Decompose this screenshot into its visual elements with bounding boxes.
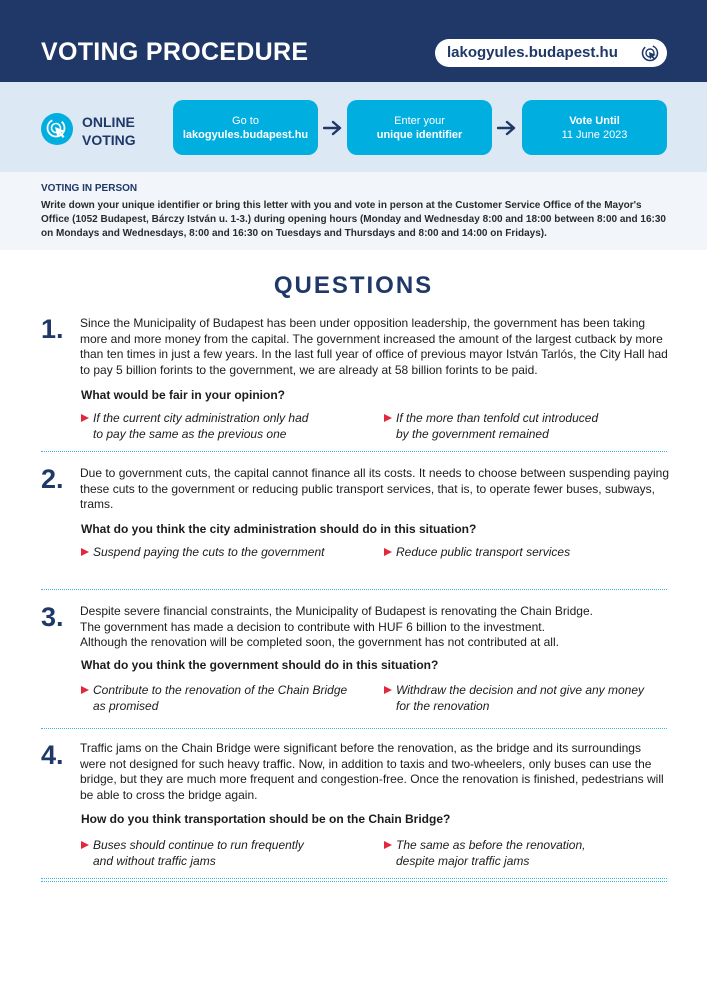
arrow-right-icon: [323, 120, 343, 136]
in-person-title: VOTING IN PERSON: [41, 183, 138, 194]
question-number: 3.: [41, 602, 64, 632]
website-badge[interactable]: [435, 39, 667, 67]
question-text: Due to government cuts, the capital cannot finance all its costs. It needs to choose between suspending paying these cuts to the government or reducing public transport services, that is, to operate fewer buses, subways, trams.: [80, 466, 670, 511]
answer-option-a[interactable]: [81, 544, 325, 560]
step-line1: Enter your: [394, 114, 445, 127]
answer-option-label: If the current city administration only had to pay the same as the previous one: [93, 411, 309, 441]
answer-option-label: Buses should continue to run frequently and without traffic jams: [93, 838, 304, 868]
answer-option-a[interactable]: [81, 410, 308, 442]
answer-option-label: The same as before the renovation, despite major traffic jams: [396, 838, 586, 868]
question-prompt: How do you think transportation should be on the Chain Bridge?: [81, 812, 451, 826]
answer-option-b[interactable]: [384, 410, 598, 442]
red-triangle-icon: [384, 548, 392, 556]
answer-option-label: If the more than tenfold cut introduced by the government remained: [396, 411, 599, 441]
red-triangle-icon: [384, 841, 392, 849]
divider: [41, 878, 667, 882]
step-line2: 11 June 2023: [561, 128, 628, 141]
step-line1: Vote Until: [569, 114, 620, 127]
answer-option-label: Contribute to the renovation of the Chain Bridge as promised: [93, 683, 348, 713]
header-bar: [0, 0, 707, 82]
divider: [41, 728, 667, 729]
question-number: 1.: [41, 314, 64, 344]
answer-option-label: Withdraw the decision and not give any money for the renovation: [396, 683, 645, 713]
question-text: Traffic jams on the Chain Bridge were significant before the renovation, as the bridge and its surroundings were not designed for such heavy traffic. Now, in addition to taxis and two-wheelers, only buses can use the bridge, but they are much more frequent and congestion-free. Once the renovation is finished, pedestrians will be able to cross the bridge again.: [80, 741, 664, 802]
divider: [41, 451, 667, 452]
in-person-voting-section: [0, 172, 707, 250]
question-text-line: The government has made a decision to contribute with HUF 6 billion to the investment.: [80, 619, 545, 634]
red-triangle-icon: [384, 686, 392, 694]
website-url[interactable]: lakogyules.budapest.hu: [447, 44, 618, 61]
online-voting-section: [0, 82, 707, 172]
answer-option-a[interactable]: [81, 682, 347, 714]
answer-option-label: Reduce public transport services: [396, 545, 571, 559]
online-voting-label: ONLINE VOTING: [82, 114, 136, 148]
answer-option-a[interactable]: [81, 837, 304, 869]
answer-option-b[interactable]: [384, 544, 570, 560]
question-prompt: What do you think the city administration should do in this situation?: [81, 522, 477, 536]
question-text: [80, 604, 670, 651]
divider: [41, 589, 667, 590]
question-number: 2.: [41, 464, 64, 494]
page-title: VOTING PROCEDURE: [41, 38, 309, 66]
red-triangle-icon: [81, 686, 89, 694]
red-triangle-icon: [81, 548, 89, 556]
step-go-to-site[interactable]: [173, 100, 318, 155]
question-text-line: Despite severe financial constraints, the Municipality of Budapest is renovating the Chain Bridge.: [80, 604, 593, 618]
answer-option-b[interactable]: [384, 837, 585, 869]
answer-option-b[interactable]: [384, 682, 644, 714]
questions-heading: QUESTIONS: [273, 272, 434, 299]
arrow-right-icon: [497, 120, 517, 136]
answer-option-label: Suspend paying the cuts to the government: [93, 545, 325, 559]
in-person-text: Write down your unique identifier or bring this letter with you and vote in person at the Customer Service Office of the Mayor's Office (1052 Budapest, Bárczy István u. 1-3.) during opening hours (Monday and Wednesday 8:00 and 18:00 between 8:00 and 16:30 on Mondays and Wednesdays, 8:00 and 16:30 on Tuesdays and Thursdays and 8:00 and 14:00 on Fridays).: [41, 200, 666, 239]
question-prompt: What would be fair in your opinion?: [81, 388, 285, 402]
click-cursor-icon: [41, 113, 73, 145]
step-line2: unique identifier: [376, 128, 463, 141]
red-triangle-icon: [81, 841, 89, 849]
question-number: 4.: [41, 740, 64, 770]
red-triangle-icon: [81, 414, 89, 422]
step-line1: Go to: [232, 114, 259, 127]
question-prompt: What do you think the government should do in this situation?: [81, 658, 439, 672]
step-line2: lakogyules.budapest.hu: [182, 128, 309, 141]
step-enter-identifier: [347, 100, 492, 155]
step-vote-deadline: [522, 100, 667, 155]
click-cursor-icon: [641, 44, 659, 62]
question-text: Since the Municipality of Budapest has been under opposition leadership, the government has been taking more and more money from the capital. The government increased the amount of the largest cutback by more than ten times in just a few years. In the last full year of office of previous mayor István Tarlós, the City Hall had to pay 5 billion forints to the government, we are already at 58 billion forints to be paid.: [80, 316, 668, 377]
question-text-line: Although the renovation will be completed soon, the government has not contributed at all.: [80, 635, 559, 649]
red-triangle-icon: [384, 414, 392, 422]
